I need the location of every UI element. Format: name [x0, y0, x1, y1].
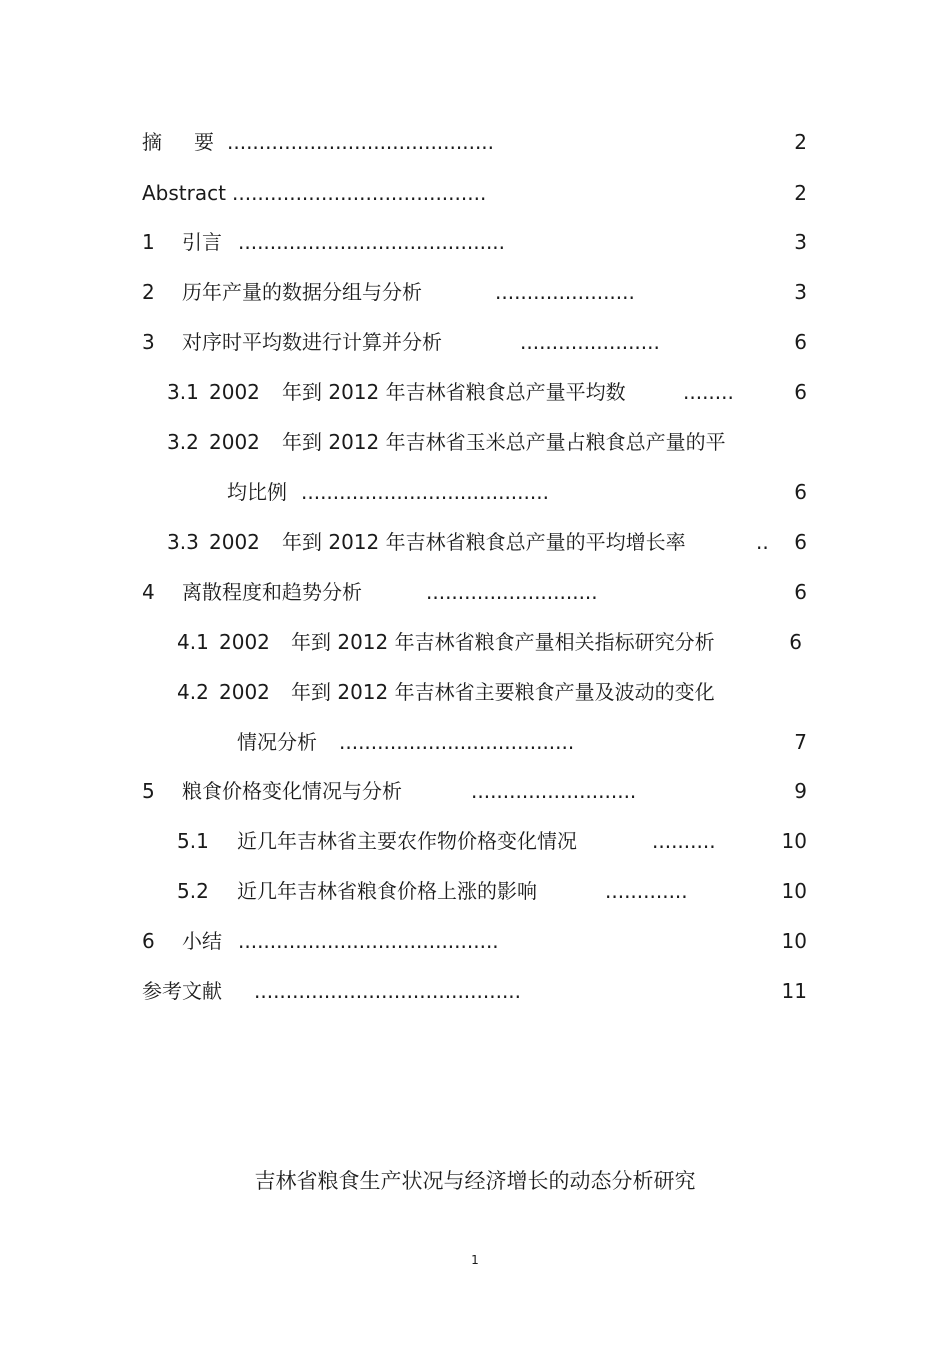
toc-entry-3-1[interactable] [167, 377, 807, 407]
toc-entry-num: 5.2 [177, 879, 209, 903]
toc-entry-num: 1 [142, 230, 155, 254]
toc-leader-dots: ....................................... [301, 480, 549, 504]
toc-page-number: 9 [794, 779, 807, 803]
toc-entry-4-1[interactable] [177, 627, 807, 657]
toc-entry-title: 引言 [182, 230, 222, 254]
toc-page-number: 6 [794, 380, 807, 404]
toc-page-number: 6 [794, 530, 807, 554]
toc-entry-title: 年到 2012 年吉林省粮食总产量的平均增长率 [282, 530, 686, 554]
toc-page-number: 10 [781, 879, 807, 903]
toc-leader-dots: .......................................... [254, 979, 522, 1003]
toc-entry-num: 6 [142, 929, 155, 953]
toc-entry-num: 3.3 [167, 530, 199, 554]
toc-page-number: 2 [794, 181, 807, 205]
toc-entry-year: 2002 [219, 680, 270, 704]
toc-entry-num: 4 [142, 580, 155, 604]
toc-entry-3[interactable] [142, 327, 807, 357]
toc-entry-year: 2002 [209, 380, 260, 404]
toc-page-number: 2 [794, 130, 807, 154]
toc-entry-abstract-en[interactable] [142, 178, 807, 208]
toc-leader-dots: .......................................... [238, 230, 506, 254]
toc-leader-dots: ............. [605, 879, 688, 903]
toc-entry-title: 历年产量的数据分组与分析 [182, 280, 422, 304]
toc-entry-num: 4.1 [177, 630, 209, 654]
toc-entry-title: 年到 2012 年吉林省粮食产量相关指标研究分析 [291, 630, 715, 654]
toc-entry-abstract-cn[interactable] [142, 127, 807, 157]
toc-page-number: 6 [789, 630, 802, 654]
toc-entry-title: 情况分析 [237, 730, 317, 754]
toc-entry-3-2-continued[interactable] [227, 477, 807, 507]
toc-entry-4[interactable] [142, 577, 807, 607]
toc-entry-5-1[interactable] [177, 826, 807, 856]
toc-leader-dots: ...................... [520, 330, 660, 354]
toc-page-number: 7 [794, 730, 807, 754]
toc-page-number: 3 [794, 280, 807, 304]
toc-entry-6[interactable] [142, 926, 807, 956]
toc-page-number: 10 [781, 829, 807, 853]
toc-entry-num: 3.2 [167, 430, 199, 454]
toc-page-number: 6 [794, 480, 807, 504]
toc-entry-num: 摘 [142, 130, 162, 154]
toc-entry-title: 近几年吉林省主要农作物价格变化情况 [237, 829, 577, 853]
toc-page-number: 6 [794, 580, 807, 604]
toc-entry-references[interactable] [142, 976, 807, 1006]
toc-entry-5[interactable] [142, 776, 807, 806]
toc-page-number: 3 [794, 230, 807, 254]
toc-entry-num: 3 [142, 330, 155, 354]
toc-entry-2[interactable] [142, 277, 807, 307]
toc-leader-dots: ..................................... [339, 730, 575, 754]
toc-entry-num: 5.1 [177, 829, 209, 853]
toc-entry-title: 年到 2012 年吉林省粮食总产量平均数 [282, 380, 626, 404]
toc-entry-num: 3.1 [167, 380, 199, 404]
toc-leader-dots: .. [756, 530, 769, 554]
toc-entry-4-2[interactable] [177, 677, 807, 707]
toc-entry-title: 年到 2012 年吉林省玉米总产量占粮食总产量的平 [282, 430, 726, 454]
toc-page-number: 11 [781, 979, 807, 1003]
toc-entry-num: 2 [142, 280, 155, 304]
toc-entry-year: 2002 [219, 630, 270, 654]
toc-leader-dots: ........................... [426, 580, 598, 604]
toc-entry-title: Abstract [142, 181, 226, 205]
toc-entry-title: 参考文献 [142, 979, 222, 1003]
toc-leader-dots: ......................................... [238, 929, 499, 953]
toc-entry-year: 2002 [209, 530, 260, 554]
toc-entry-title: 近几年吉林省粮食价格上涨的影响 [237, 879, 537, 903]
toc-leader-dots: .......................... [471, 779, 637, 803]
toc-entry-title: 对序时平均数进行计算并分析 [182, 330, 442, 354]
toc-page-number: 10 [781, 929, 807, 953]
toc-entry-num: 5 [142, 779, 155, 803]
toc-entry-4-2-continued[interactable] [237, 727, 807, 757]
toc-leader-dots: ........................................ [232, 181, 487, 205]
toc-entry-title: 要 [194, 130, 214, 154]
toc-entry-1[interactable] [142, 227, 807, 257]
document-title: 吉林省粮食生产状况与经济增长的动态分析研究 [254, 1169, 696, 1193]
page-number: 1 [471, 1253, 479, 1267]
toc-entry-year: 2002 [209, 430, 260, 454]
toc-entry-3-2[interactable] [167, 427, 807, 457]
toc-leader-dots: ........ [683, 380, 734, 404]
toc-entry-5-2[interactable] [177, 876, 807, 906]
toc-leader-dots: ...................... [495, 280, 635, 304]
toc-page-number: 6 [794, 330, 807, 354]
toc-entry-title: 年到 2012 年吉林省主要粮食产量及波动的变化 [291, 680, 715, 704]
toc-entry-3-3[interactable] [167, 527, 807, 557]
toc-entry-title: 粮食价格变化情况与分析 [182, 779, 402, 803]
toc-entry-title: 小结 [182, 929, 222, 953]
toc-entry-title: 均比例 [227, 480, 287, 504]
toc-leader-dots: .......... [652, 829, 716, 853]
toc-entry-num: 4.2 [177, 680, 209, 704]
toc-entry-title: 离散程度和趋势分析 [182, 580, 362, 604]
toc-leader-dots: .......................................... [227, 130, 495, 154]
